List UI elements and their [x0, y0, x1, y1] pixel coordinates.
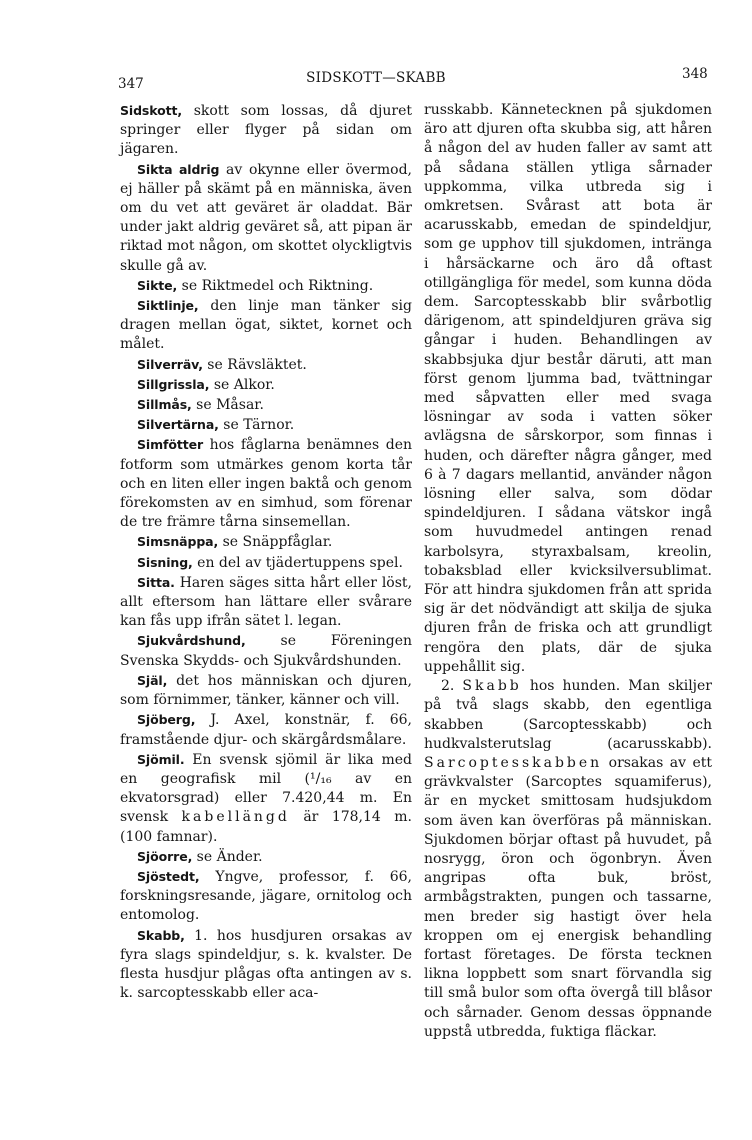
right-column [424, 101, 712, 1042]
entry-sjomil: Sjömil. En svensk sjömil är lika med en geografisk mil (¹/₁₆ av en ekvatorsgrad) eller 7.420,44 m. En svensk kabellängd är 178,14 m. (100 famnar). [120, 751, 412, 845]
entry-skabb: Skabb, 1. hos husdjuren orsakas av fyra slags spindeldjur, s. k. kvalster. De flesta husdjur plågas ofta antingen av s. k. sarcoptesskabb eller aca- [120, 927, 412, 1002]
entry-sikta-aldrig: Sikta aldrig av okynne eller övermod, ej häller på skämt på en människa, även om du vet att geväret är oladdat. Bär under jakt aldrig geväret så, att pipan är riktad mot någon, om skottet olyckligtvis skulle gå av. [120, 161, 412, 274]
entry-sjoorre: Sjöorre, se Änder. [137, 848, 263, 865]
entry-silverrav: Silverräv, se Rävsläktet. [137, 356, 307, 373]
running-title: SIDSKOTT—SKABB [306, 70, 446, 86]
entry-sillgrissla: Sillgrissla, se Alkor. [137, 376, 275, 393]
entry-sikte: Sikte, se Riktmedel och Riktning. [137, 277, 374, 294]
skabb-hos-hunden: 2. Skabb hos hunden. Man skiljer på två slags skabb, den egentliga skabben (Sarcoptesskabb) och hudkvalsterutslag (acarusskabb). Sarcoptesskabben orsakas av ett grävkvalster (Sarcoptes squamiferus), är en mycket smittosam hudsjukdom som även kan överföras på människan. Sjukdomen börjar oftast på huvudet, på nosrygg, öron och ögonbryn. Även angripas ofta buk, bröst, armbågstrakten, pungen och tassarne, men breder sig hastigt över hela kroppen om ej energisk behandling fortast företages. De första tecknen likna loppbett som snart förvandla sig till små bulor som ofta övergå till blåsor och sårnader. Genom dessas öppnande uppstå utbredda, fuktiga fläckar. [424, 678, 712, 1040]
entry-silvertarna: Silvertärna, se Tärnor. [137, 417, 295, 434]
entry-simsnappa: Simsnäppa, se Snäppfåglar. [137, 534, 333, 551]
left-column [120, 101, 412, 1003]
page-header [0, 64, 752, 92]
entry-sjoberg: Sjöberg, J. Axel, konstnär, f. 66, framstående djur- och skärgårdsmålare. [120, 712, 412, 748]
entry-sitta: Sitta. Haren säges sitta hårt eller löst, allt eftersom han lättare eller svårare kan fås upp ifrån sätet l. legan. [120, 574, 412, 630]
skabb-continuation: russkabb. Kännetecknen på sjukdomen äro att djuren ofta skubba sig, att håren å någon del av huden faller av samt att på sådana ställen ytliga sårnader uppkomma, vilka utbreda sig i omkretsen. Svårast att bota är acarusskabb, emedan de spindeldjur, som ge upphov till sjukdomen, intränga i hårsäckarne och äro då oftast otillgängliga för medel, som kunna döda dem. Sarcoptesskabb blir svårbotlig därigenom, att spindeldjuren gräva sig gångar i huden. Behandlingen av skabbsjuka djur består däruti, att man först genom ljumma bad, tvättningar med såpvatten eller med svaga lösningar av soda i vatten söker avlägsna de sårskorpor, som finnas i huden, och därefter några gånger, med 6 à 7 dagars mellantid, använder någon lösning eller salva, som dödar spindeldjuren. I sådana vätskor ingå som huvudmedel antingen renad karbolsyra, styraxbalsam, kreolin, tobaksblad eller kvicksilversublimat. För att hindra sjukdomen från att sprida sig är det nödvändigt att skilja de sjuka djuren från de friska och att grundligt rengöra den plats, där de sjuka uppehållit sig. [424, 102, 712, 675]
entry-sjal: Själ, det hos människan och djuren, som förnimmer, tänker, känner och vill. [120, 672, 412, 709]
entry-sjukvardshund: Sjukvårdshund, se Föreningen Svenska Skydds- och Sjukvårdshunden. [120, 633, 412, 669]
entry-sjostedt: Sjöstedt, Yngve, professor, f. 66, forskningsresande, jägare, ornitolog och entomolog. [120, 868, 412, 924]
page-number-right: 348 [682, 66, 708, 82]
entry-sidskott: Sidskott, skott som lossas, då djuret springer eller flyger på sidan om jägaren. [120, 103, 412, 158]
entry-siktlinje: Siktlinje, den linje man tänker sig dragen mellan ögat, siktet, kornet och målet. [120, 298, 412, 353]
entry-simfotter: Simfötter hos fåglarna benämnes den fotform som utmärkes genom korta tår och en liten eller ingen baktå och genom förekomsten av en simhud, som förenar de tre främre tårna sinsemellan. [120, 437, 412, 531]
entry-sisning: Sisning, en del av tjädertuppens spel. [137, 554, 403, 571]
page-number-left: 347 [118, 76, 144, 92]
entry-sillmas: Sillmås, se Måsar. [137, 397, 264, 414]
